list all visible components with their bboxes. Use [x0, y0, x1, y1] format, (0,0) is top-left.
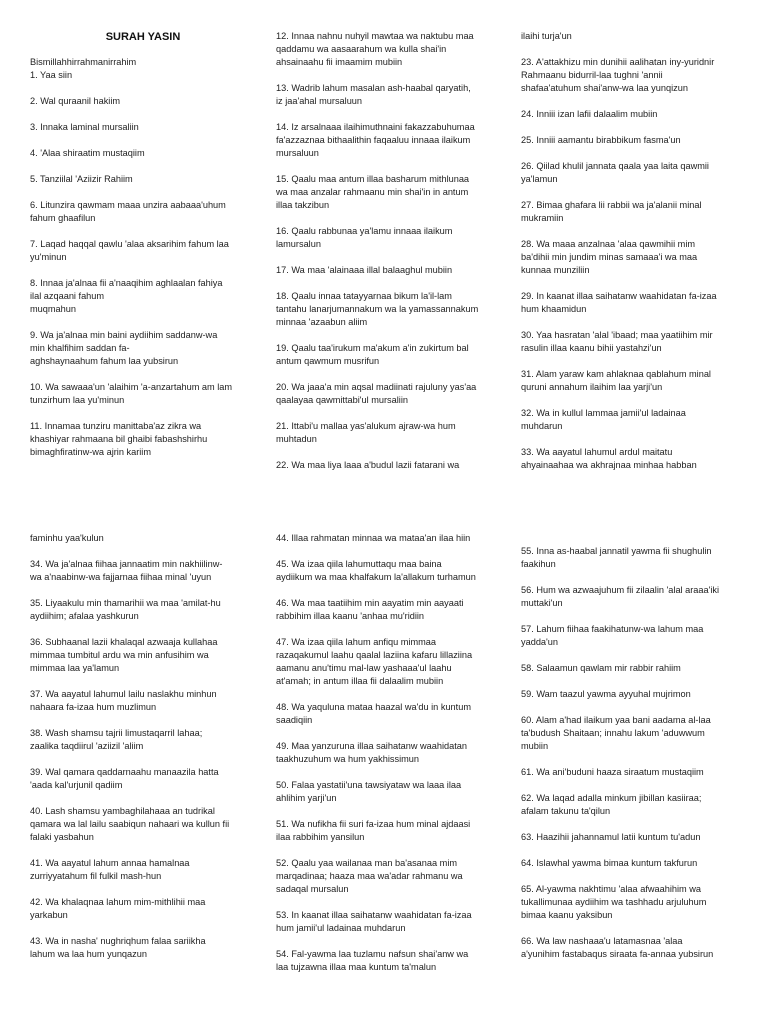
top-column-1 [30, 30, 256, 472]
verse-paragraph: 11. Innamaa tunziru manittaba'az zikra wa khashiyar rahmaana bil ghaibi fabashshirhu bimaghfiratinw-wa ajrin kariim [30, 421, 208, 457]
verse-paragraph: 59. Wam taazul yawma ayyuhal mujrimon [521, 689, 691, 699]
verse-paragraph: 21. Ittabi'u mallaa yas'alukum ajraw-wa hum muhtadun [276, 421, 456, 444]
top-column-2 [276, 30, 502, 485]
verse-paragraph: 23. A'attakhizu min dunihii aalihatan iny-yuridnir Rahmaanu bidurril-laa tughni 'annii shafaa'atuhum shai'anw-wa laa yunqizun [521, 57, 715, 93]
verse-paragraph: 60. Alam a'had ilaikum yaa bani aadama al-laa ta'budush Shaitaan; innahu lakum 'aduwwum mubiin [521, 715, 711, 751]
verse-paragraph: 58. Salaamun qawlam mir rabbir rahiim [521, 663, 681, 673]
bismillah-line: Bismillahhirrahmanirrahim [30, 57, 137, 67]
verse-paragraph: 13. Wadrib lahum masalan ash-haabal qaryatih, iz jaa'ahal mursaluun [276, 83, 471, 106]
verse-paragraph: 32. Wa in kullul lammaa jamii'ul ladainaa muhdarun [521, 408, 686, 431]
verse-paragraph: 14. Iz arsalnaaa ilaihimuthnaini fakazzabuhumaa fa'azzaznaa bithaalithin faqaaluu innaaa ilaikum mursaluun [276, 122, 475, 158]
verse-paragraph: 38. Wash shamsu tajrii limustaqarril lahaa; zaalika taqdiirul 'aziizil 'aliim [30, 728, 203, 751]
verse-list [276, 30, 502, 472]
verse-paragraph: 63. Haazihii jahannamul latii kuntum tu'adun [521, 832, 701, 842]
verse-paragraph: ilaihi turja'un [521, 31, 572, 41]
verse-paragraph: 16. Qaalu rabbunaa ya'lamu innaaa ilaikum lamursalun [276, 226, 453, 249]
verse-paragraph: 40. Lash shamsu yambaghilahaaa an tudrikal qamara wa lal lailu saabiqun nahaari wa kullun fii falaki yasbahun [30, 806, 230, 842]
verse-paragraph: 12. Innaa nahnu nuhyil mawtaa wa naktubu maa qaddamu wa aasaarahum wa kulla shai'in ahsainaahu fii imaamim mubiin [276, 31, 474, 67]
verse-list [521, 30, 747, 472]
verse-paragraph: 34. Wa ja'alnaa fiihaa jannaatim min nakhiilinw- wa a'naabinw-wa fajjarnaa fiihaa minal 'uyun [30, 559, 223, 582]
verse-paragraph: 26. Qiilad khulil jannata qaala yaa laita qawmii ya'lamun [521, 161, 709, 184]
verse-paragraph: 51. Wa nufikha fii suri fa-izaa hum minal ajdaasi ilaa rabbihim yansilun [276, 819, 471, 842]
bottom-column-2 [276, 532, 502, 987]
verse-paragraph: 50. Falaa yastatii'una tawsiyataw wa laaa ilaa ahlihim yarji'un [276, 780, 462, 803]
page-title: SURAH YASIN [105, 31, 181, 43]
verse-paragraph: 39. Wal qamara qaddarnaahu manaazila hatta 'aada kal'urjunil qadiim [30, 767, 219, 790]
verse-paragraph: 66. Wa law nashaaa'u latamasnaa 'alaa a'yunihim fastabaqus siraata fa-annaa yubsirun [521, 936, 714, 959]
top-column-3 [521, 30, 747, 485]
verse-paragraph: 22. Wa maa liya laaa a'budul lazii fatarani wa [276, 460, 460, 470]
verse-paragraph: 56. Hum wa azwaajuhum fii zilaalin 'alal araaa'iki muttaki'un [521, 585, 720, 608]
verse-paragraph: 19. Qaalu taa'irukum ma'akum a'in zukirtum bal antum qawmum musrifun [276, 343, 469, 366]
verse-paragraph: 17. Wa maa 'alainaaa illal balaaghul mubiin [276, 265, 453, 275]
verse-paragraph: 6. Litunzira qawmam maaa unzira aabaaa'uhum fahum ghaafilun [30, 200, 226, 223]
verse-paragraph: 48. Wa yaquluna mataa haazal wa'du in kuntum saadiqiin [276, 702, 471, 725]
verse-paragraph: 46. Wa maa taatiihim min aayatim min aayaati rabbihim illaa kaanu 'anhaa mu'ridiin [276, 598, 464, 621]
verse-paragraph: 57. Lahum fiihaa faakihatunw-wa lahum maa yadda'un [521, 624, 704, 647]
verse-paragraph: 4. 'Alaa shiraatim mustaqiim [30, 148, 145, 158]
verse-paragraph: 20. Wa jaaa'a min aqsal madiinati rajuluny yas'aa qaalayaa qawmittabi'ul mursaliin [276, 382, 477, 405]
verse-paragraph: 30. Yaa hasratan 'alal 'ibaad; maa yaatiihim mir rasulin illaa kaanu bihii yastahzi'un [521, 330, 713, 353]
verse-paragraph: 54. Fal-yawma laa tuzlamu nafsun shai'anw wa laa tujzawna illaa maa kuntum ta'malun [276, 949, 469, 972]
verse-paragraph: 43. Wa in nasha' nughriqhum falaa sariikha lahum wa laa hum yunqazun [30, 936, 206, 959]
verse-list [276, 532, 502, 974]
verse-paragraph: 7. Laqad haqqal qawlu 'alaa aksarihim fahum laa yu'minun [30, 239, 229, 262]
verse-paragraph: 52. Qaalu yaa wailanaa man ba'asanaa mim marqadinaa; haaza maa wa'adar rahmanu wa sadaqal mursalun [276, 858, 463, 894]
verse-paragraph: 10. Wa sawaaa'un 'alaihim 'a-anzartahum am lam tunzirhum laa yu'minun [30, 382, 233, 405]
verse-paragraph: 36. Subhaanal lazii khalaqal azwaaja kullahaa mimmaa tumbitul ardu wa min anfusihim wa mimmaa laa ya'lamun [30, 637, 218, 673]
verse-paragraph: 27. Bimaa ghafara lii rabbii wa ja'alanii minal mukramiin [521, 200, 702, 223]
verse-paragraph: 55. Inna as-haabal jannatil yawma fii shughulin faakihun [521, 546, 712, 569]
verse-paragraph: 24. Inniii izan lafii dalaalim mubiin [521, 109, 658, 119]
verse-paragraph: 28. Wa maaa anzalnaa 'alaa qawmihii mim ba'dihii min jundim minas samaaa'i wa maa kunnaa munziliin [521, 239, 698, 275]
verse-paragraph: 25. Inniii aamantu birabbikum fasma'un [521, 135, 681, 145]
verse-paragraph: 5. Tanziilal 'Aziizir Rahiim [30, 174, 133, 184]
verse-paragraph: 64. Islawhal yawma bimaa kuntum takfurun [521, 858, 698, 868]
verse-paragraph: 53. In kaanat illaa saihatanw waahidatan fa-izaa hum jamii'ul ladainaa muhdarun [276, 910, 472, 933]
verse-paragraph: 1. Yaa siin [30, 70, 73, 80]
verse-paragraph: 2. Wal quraanil hakiim [30, 96, 121, 106]
verse-paragraph: 9. Wa ja'alnaa min baini aydiihim saddanw-wa min khalfihim saddan fa- aghshaynaahum fahum laa yubsirun [30, 330, 218, 366]
verse-paragraph: 29. In kaanat illaa saihatanw waahidatan fa-izaa hum khaamidun [521, 291, 717, 314]
verse-paragraph: 47. Wa izaa qiila lahum anfiqu mimmaa razaqakumul laahu qaalal laziina kafaru lillaziina aamanu anu'timu mal-law yashaaa'ul laahu at'amah; in antum illaa fii dalaalim mubiin [276, 637, 473, 686]
verse-paragraph: 18. Qaalu innaa tatayyarnaa bikum la'il-lam tantahu lanarjumannakum wa la yamassannakum minnaa 'azaabun aliim [276, 291, 479, 327]
verse-list [521, 545, 747, 961]
verse-paragraph: 15. Qaalu maa antum illaa basharum mithlunaa wa maa anzalar rahmaanu min shai'in in antum illaa takzibun [276, 174, 470, 210]
verse-paragraph: 62. Wa laqad adalla minkum jibillan kasiiraa; afalam takunu ta'qilun [521, 793, 702, 816]
verse-paragraph: 35. Liyaakulu min thamarihii wa maa 'amilat-hu aydiihim; afalaa yashkurun [30, 598, 221, 621]
verse-paragraph: 42. Wa khalaqnaa lahum mim-mithlihii maa yarkabun [30, 897, 206, 920]
verse-paragraph: 65. Al-yawma nakhtimu 'alaa afwaahihim wa tukallimunaa aydiihim wa tashhadu arjuluhum bimaa kaanu yaksibun [521, 884, 707, 920]
verse-list [30, 532, 256, 961]
verse-paragraph: 45. Wa izaa qiila lahumuttaqu maa baina aydiikum wa maa khalfakum la'allakum turhamun [276, 559, 476, 582]
bottom-column-1 [30, 532, 256, 974]
verse-paragraph: 61. Wa ani'buduni haaza siraatum mustaqiim [521, 767, 704, 777]
verse-paragraph: 3. Innaka laminal mursaliin [30, 122, 139, 132]
verse-paragraph: 31. Alam yaraw kam ahlaknaa qablahum minal quruni annahum ilaihim laa yarji'un [521, 369, 711, 392]
verse-paragraph: faminhu yaa'kulun [30, 533, 104, 543]
verse-paragraph: 8. Innaa ja'alnaa fii a'naaqihim aghlaalan fahiya ilal azqaani fahum muqmahun [30, 278, 223, 314]
verse-paragraph: 41. Wa aayatul lahum annaa hamalnaa zurriyyatahum fil fulkil mash-hun [30, 858, 190, 881]
bottom-column-3 [521, 545, 747, 974]
verse-paragraph: 44. Illaa rahmatan minnaa wa mataa'an ilaa hiin [276, 533, 471, 543]
verse-paragraph: 37. Wa aayatul lahumul lailu naslakhu minhun nahaara fa-izaa hum muzlimun [30, 689, 217, 712]
verse-list [30, 69, 256, 459]
verse-paragraph: 49. Maa yanzuruna illaa saihatanw waahidatan taakhuzuhum wa hum yakhissimun [276, 741, 468, 764]
verse-paragraph: 33. Wa aayatul lahumul ardul maitatu ahyainaahaa wa akhrajnaa minhaa habban [521, 447, 697, 470]
